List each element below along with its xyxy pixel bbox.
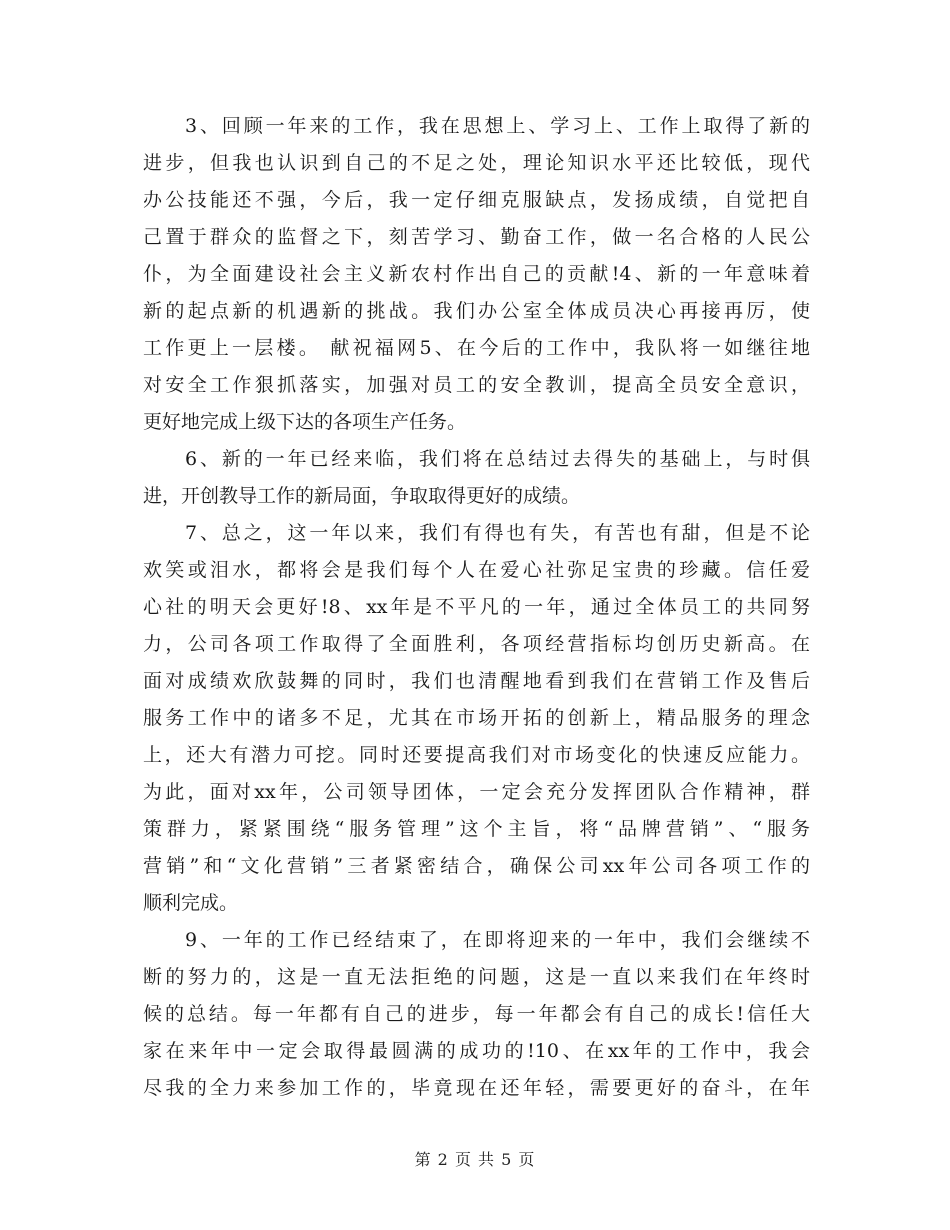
paragraph-line: 尽我的全力来参加工作的，毕竟现在还年轻，需要更好的奋斗，在年 [143,1077,810,1099]
paragraph-line: 7、总之，这一年以来，我们有得也有失，有苦也有甜，但是不论 [185,522,810,544]
paragraph [143,108,810,441]
paragraph-line: 策群力，紧紧围绕“服务管理”这个主旨，将“品牌营销”、“服务 [143,818,810,840]
paragraph-line: 3、回顾一年来的工作，我在思想上、学习上、工作上取得了新的 [185,115,810,137]
paragraph-line: 己置于群众的监督之下，刻苦学习、勤奋工作，做一名合格的人民公 [143,226,810,248]
paragraph-line: 断的努力的，这是一直无法拒绝的问题，这是一直以来我们在年终时 [143,966,810,988]
paragraph-line: 新的起点新的机遇新的挑战。我们办公室全体成员决心再接再厉，使 [143,300,810,322]
paragraph-line: 更好地完成上级下达的各项生产任务。 [143,411,467,433]
paragraph-line: 6、新的一年已经来临，我们将在总结过去得失的基础上，与时俱 [185,448,810,470]
paragraph-line: 面对成绩欢欣鼓舞的同时，我们也清醒地看到我们在营销工作及售后 [143,670,810,692]
paragraph-line: 对安全工作狠抓落实，加强对员工的安全教训，提高全员安全意识， [143,374,810,396]
paragraph-line: 欢笑或泪水，都将会是我们每个人在爱心社弥足宝贵的珍藏。信任爱 [143,559,810,581]
paragraph-line: 上，还大有潜力可挖。同时还要提高我们对市场变化的快速反应能力。 [143,744,810,766]
paragraph [143,515,810,922]
paragraph-line: 营销”和“文化营销”三者紧密结合，确保公司xx年公司各项工作的 [143,855,810,877]
paragraph-line: 力，公司各项工作取得了全面胜利，各项经营指标均创历史新高。在 [143,633,810,655]
paragraph-line: 候的总结。每一年都有自己的进步，每一年都会有自己的成长!信任大 [143,1003,810,1025]
paragraph-line: 家在来年中一定会取得最圆满的成功的!10、在xx年的工作中，我会 [143,1040,810,1062]
paragraph-line: 工作更上一层楼。 献祝福网5、在今后的工作中，我队将一如继往地 [143,337,810,359]
paragraph-line: 9、一年的工作已经结束了，在即将迎来的一年中，我们会继续不 [185,929,810,951]
paragraph-line: 进，开创教导工作的新局面，争取取得更好的成绩。 [143,485,581,507]
paragraph-line: 办公技能还不强，今后，我一定仔细克服缺点，发扬成绩，自觉把自 [143,189,810,211]
document-body [143,108,810,1107]
paragraph-line: 仆，为全面建设社会主义新农村作出自己的贡献!4、新的一年意味着 [143,263,810,285]
paragraph-line: 心社的明天会更好!8、xx年是不平凡的一年，通过全体员工的共同努 [143,596,810,618]
paragraph-line: 为此，面对xx年，公司领导团体，一定会充分发挥团队合作精神，群 [143,781,810,803]
paragraph [143,441,810,515]
paragraph-line: 顺利完成。 [143,892,239,914]
paragraph [143,922,810,1107]
paragraph-line: 服务工作中的诸多不足，尤其在市场开拓的创新上，精品服务的理念 [143,707,810,729]
paragraph-line: 进步，但我也认识到自己的不足之处，理论知识水平还比较低，现代 [143,152,810,174]
page-footer: 第 2 页 共 5 页 [414,1150,536,1169]
